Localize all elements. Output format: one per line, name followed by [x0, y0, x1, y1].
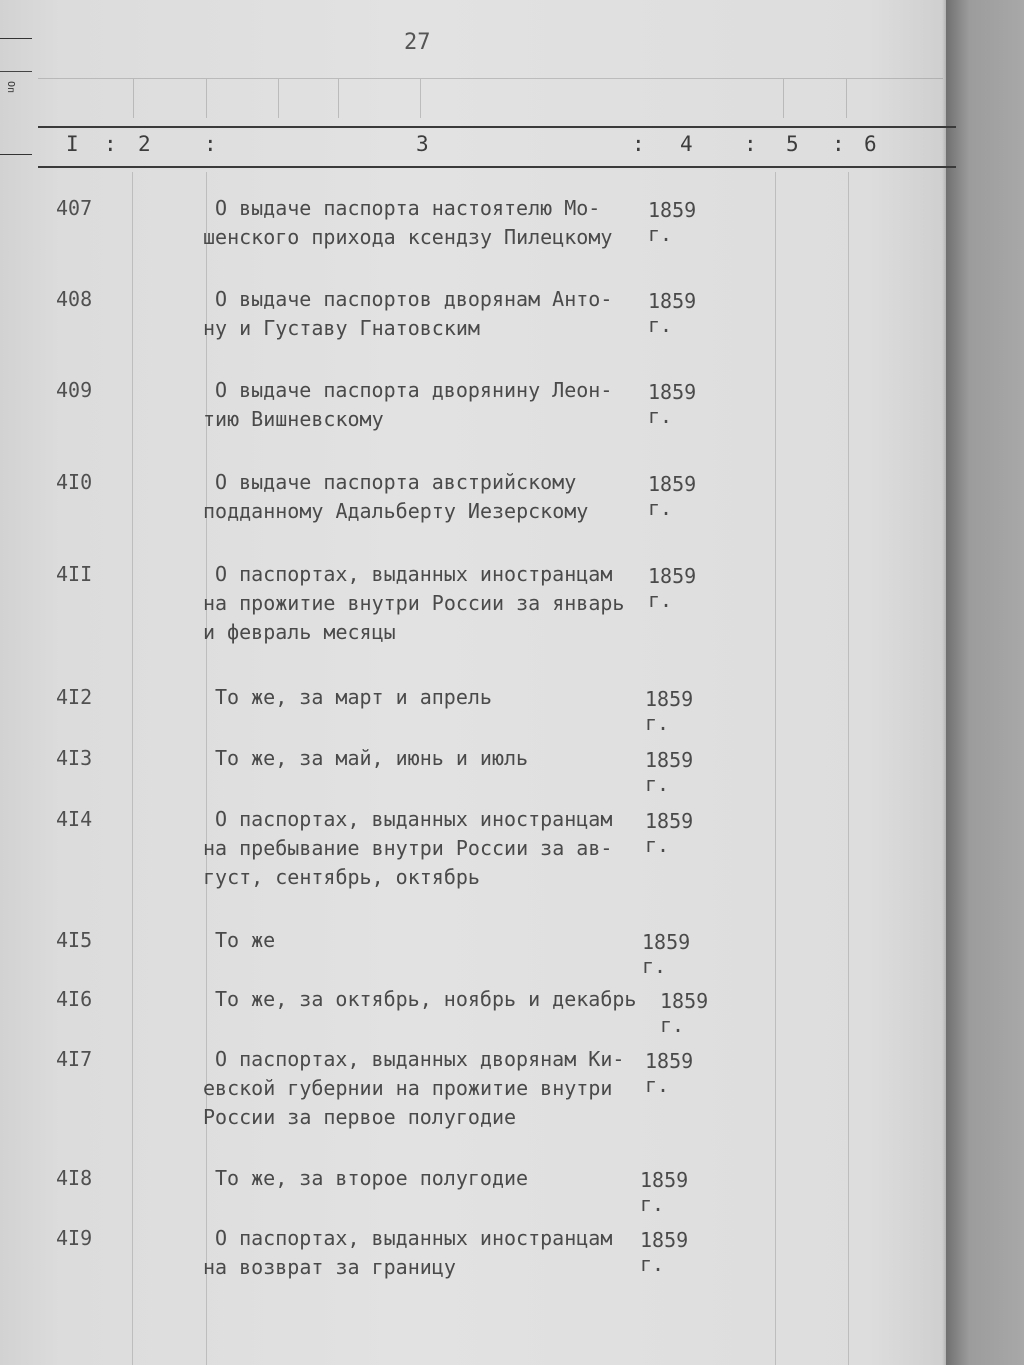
entry-description [215, 926, 665, 955]
column-divider [206, 172, 207, 1365]
entry-number: 407 [56, 196, 93, 220]
table-header-bottom-rule [38, 166, 956, 168]
entry-year: 1859 г. [645, 1049, 694, 1097]
entry-number: 4I4 [56, 807, 93, 831]
entry-number: 4I7 [56, 1047, 93, 1071]
entry-year: 1859 г. [648, 472, 697, 520]
entry-description [215, 744, 665, 773]
entry-description-line: и февраль месяцы [203, 620, 396, 644]
column-number-4: 4 [680, 132, 693, 156]
entry-description-line: О паспортах, выданных иностранцам [215, 807, 613, 831]
entry-description [203, 468, 665, 526]
entry-description-line: То же, за май, июнь и июль [215, 746, 529, 770]
column-separator: : [744, 132, 757, 156]
column-number-2: 2 [138, 132, 151, 156]
column-divider [848, 172, 849, 1365]
entry-number: 4I6 [56, 987, 93, 1011]
bleed-through-header [38, 78, 943, 122]
entry-description-line: на пребывание внутри России за ав- [203, 836, 613, 860]
entry-description [203, 1045, 665, 1132]
entry-description-line: О паспортах, выданных иностранцам [215, 562, 613, 586]
entry-description-line: тию Вишневскому [203, 407, 384, 431]
entry-description-line: О выдаче паспорта австрийскому [215, 470, 577, 494]
entry-year: 1859 г. [640, 1228, 689, 1276]
entry-description-line: То же [215, 928, 276, 952]
column-divider [132, 172, 133, 1365]
entry-year: 1859 г. [645, 748, 694, 796]
fragment-label: Оп [5, 81, 16, 94]
entry-year: 1859 г. [648, 380, 697, 428]
column-separator: : [104, 132, 117, 156]
column-number-5: 5 [786, 132, 799, 156]
entry-number: 4I5 [56, 928, 93, 952]
column-number-row [38, 132, 956, 160]
entry-number: 4I2 [56, 685, 93, 709]
entry-description [203, 285, 665, 343]
entry-year: 1859 г. [660, 989, 709, 1037]
entry-description [215, 1164, 665, 1193]
entry-number: 4I9 [56, 1226, 93, 1250]
entry-description [203, 376, 665, 434]
entry-description-line: О выдаче паспорта дворянину Леон- [215, 378, 613, 402]
previous-page-fragment [0, 38, 32, 155]
column-separator: : [204, 132, 217, 156]
entry-description-line: густ, сентябрь, октябрь [203, 865, 480, 889]
entry-number: 4I3 [56, 746, 93, 770]
entry-description-line: евской губернии на прожитие внутри [203, 1076, 613, 1100]
column-number-6: 6 [864, 132, 877, 156]
entry-description-line: То же, за март и апрель [215, 685, 492, 709]
entry-description-line: России за первое полугодие [203, 1105, 517, 1129]
entry-description-line: шенского прихода ксендзу Пилецкому [203, 225, 613, 249]
page-number: 27 [404, 30, 431, 55]
entry-description-line: на прожитие внутри России за январь [203, 591, 625, 615]
column-divider [775, 172, 776, 1365]
column-number-1: I [66, 132, 79, 156]
entry-description [203, 805, 665, 892]
table-header-top-rule [38, 126, 956, 128]
entry-description [203, 1224, 665, 1282]
entry-number: 4I8 [56, 1166, 93, 1190]
entry-year: 1859 г. [645, 809, 694, 857]
column-number-3: 3 [416, 132, 429, 156]
entry-description-line: О выдаче паспорта настоятелю Мо- [215, 196, 601, 220]
entry-year: 1859 г. [645, 687, 694, 735]
page-edge-shadow [946, 0, 1024, 1365]
entry-year: 1859 г. [640, 1168, 689, 1216]
entry-description-line: подданному Адальберту Иезерскому [203, 499, 589, 523]
entry-description [215, 985, 665, 1014]
entry-description-line: на возврат за границу [203, 1255, 456, 1279]
entry-year: 1859 г. [648, 564, 697, 612]
entry-year: 1859 г. [648, 289, 697, 337]
entry-description [215, 683, 665, 712]
entry-number: 408 [56, 287, 93, 311]
column-separator: : [632, 132, 645, 156]
entry-description-line: О паспортах, выданных дворянам Ки- [215, 1047, 625, 1071]
entry-description-line: То же, за октябрь, ноябрь и декабрь [215, 987, 637, 1011]
entry-description-line: О выдаче паспортов дворянам Анто- [215, 287, 613, 311]
entry-description-line: То же, за второе полугодие [215, 1166, 529, 1190]
column-separator: : [832, 132, 845, 156]
entry-number: 4II [56, 562, 93, 586]
entry-number: 4I0 [56, 470, 93, 494]
entry-year: 1859 г. [642, 930, 691, 978]
entry-description [203, 560, 665, 647]
entry-year: 1859 г. [648, 198, 697, 246]
entry-number: 409 [56, 378, 93, 402]
entry-description-line: ну и Густаву Гнатовским [203, 316, 480, 340]
entry-description [203, 194, 665, 252]
entry-description-line: О паспортах, выданных иностранцам [215, 1226, 613, 1250]
